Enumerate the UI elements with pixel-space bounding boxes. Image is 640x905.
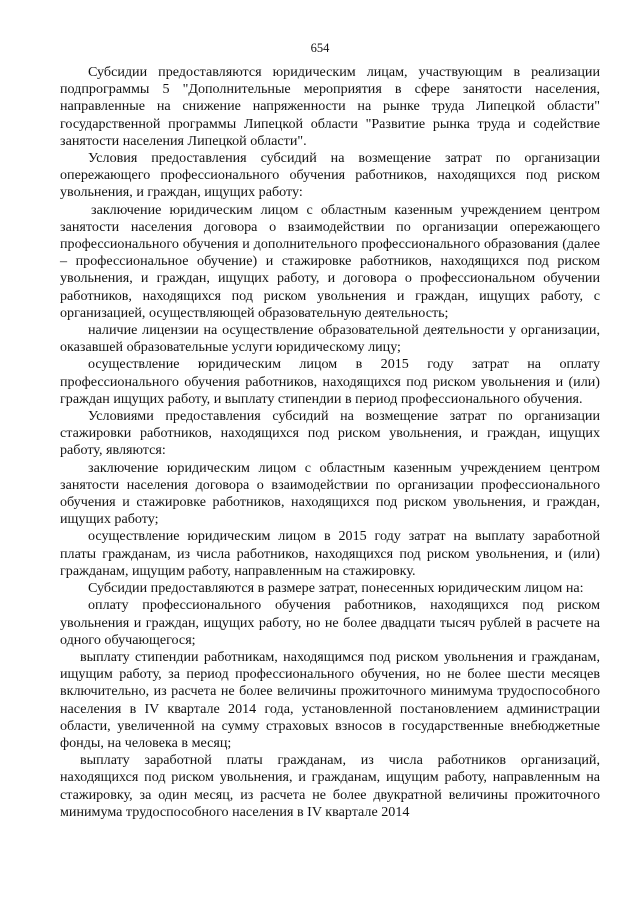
paragraph-subsidy-amount-heading: Субсидии предоставляются в размере затрат, понесенных юридическим лицом на: [88, 580, 584, 597]
paragraph-internship-agreement: заключение юридическим лицом с областным казенным учреждением центром занятости населения договора о взаимодействии по организации профессионального обучения и стажировке работников, находящихся под риском увольнения, и граждан, ищущих работу; [60, 459, 600, 528]
paragraph-license: наличие лицензии на осуществление образовательной деятельности у организации, оказавшей образовательные услуги юридическому лицу; [60, 322, 600, 356]
paragraph-training-conditions-heading: Условия предоставления субсидий на возмещение затрат по организации опережающего профессионального обучения работников, находящихся под риском увольнения, и граждан, ищущих работу: [60, 150, 600, 201]
paragraph-wage-payment: выплату заработной платы гражданам, из числа работников организаций, находящихся под риском увольнения, и гражданам, ищущим работу, направленным на стажировку, за один месяц, из расчета не более двукратной величины прожиточного минимума трудоспособного населения в IV квартале 2014 [60, 752, 600, 820]
paragraph-internship-conditions-heading: Условиями предоставления субсидий на возмещение затрат по организации стажировки работников, находящихся под риском увольнения, и граждан, ищущих работу, являются: [60, 408, 600, 459]
page-number: 654 [310, 41, 330, 55]
paragraph-training-costs: осуществление юридическим лицом в 2015 году затрат на оплату профессионального обучения работников, находящихся под риском увольнения и (или) граждан ищущих работу, и выплату стипендии в период профессионального обучения. [60, 356, 600, 407]
paragraph-training-agreement: заключение юридическим лицом с областным казенным учреждением центром занятости населения договора о взаимодействии по организации опережающего профессионального обучения и дополнительного профессионального образования (далее – профессиональное обучение) и стажировке работников, находящихся под риском увольнения, и граждан, ищущих работу, и договора о профессиональном обучении работников, находящихся под риском увольнения и граждан, ищущих работу, с организацией, осуществляющей образовательную деятельность; [60, 201, 600, 321]
document-body [60, 64, 600, 821]
paragraph-stipend-payment: выплату стипендии работникам, находящимся под риском увольнения и гражданам, ищущим работу, за период профессионального обучения, но не более шести месяцев включительно, из расчета не более величины прожиточного минимума трудоспособного населения в IV квартале 2014 года, установленной постановлением администрации области, увеличенной на сумму страховых взносов в государственные внебюджетные фонды, на человека в месяц; [60, 648, 600, 751]
paragraph-internship-wages: осуществление юридическим лицом в 2015 году затрат на выплату заработной платы гражданам, из числа работников, находящихся под риском увольнения, и (или) гражданам, ищущим работу, направленным на стажировку. [60, 528, 600, 579]
paragraph-subsidies-recipients: Субсидии предоставляются юридическим лицам, участвующим в реализации подпрограммы 5 "Дополнительные мероприятия в сфере занятости населения, направленные на снижение напряженности на рынке труда Липецкой области" государственной программы Липецкой области "Развитие рынка труда и содействие занятости населения Липецкой области". [60, 64, 600, 149]
paragraph-training-payment: оплату профессионального обучения работников, находящихся под риском увольнения и граждан, ищущих работу, но не более двадцати тысяч рублей в расчете на одного обучающегося; [60, 597, 600, 648]
